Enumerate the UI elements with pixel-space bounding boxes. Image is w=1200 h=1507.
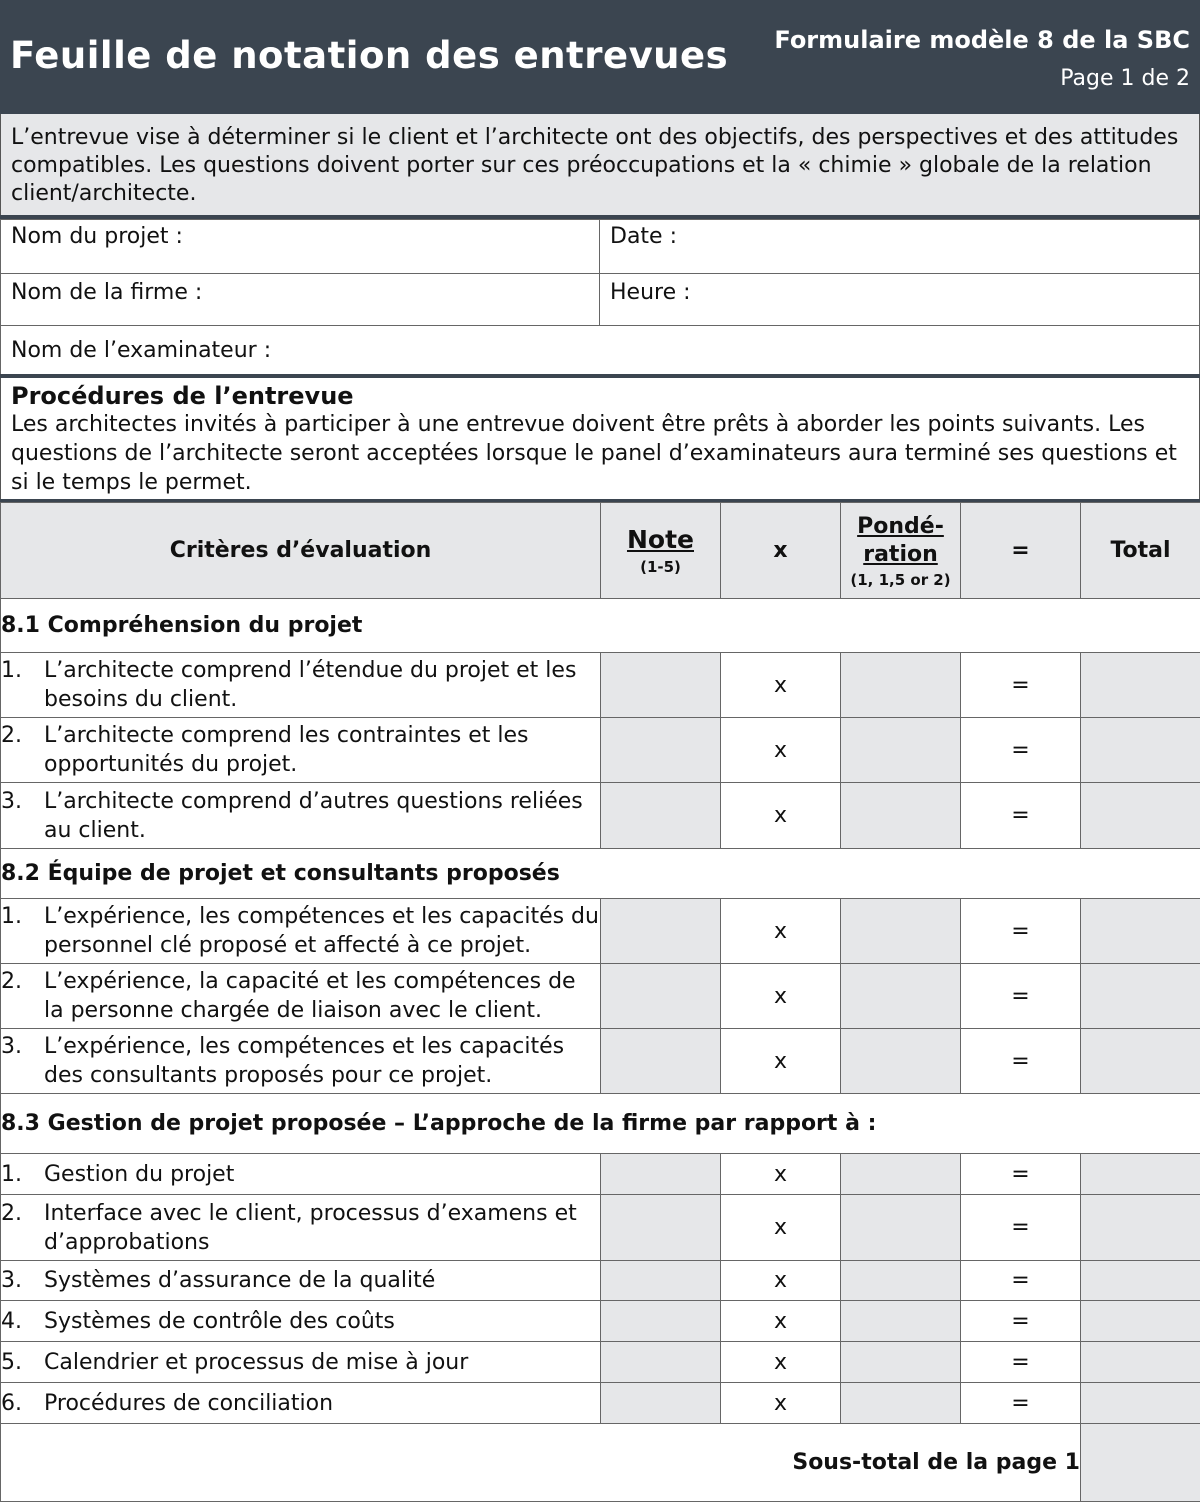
sheet-title: Feuille de notation des entrevues bbox=[10, 34, 729, 77]
note-input-cell[interactable] bbox=[601, 653, 721, 718]
weight-input-cell[interactable] bbox=[841, 964, 961, 1029]
criterion-text: Calendrier et processus de mise à jour bbox=[44, 1349, 469, 1375]
weight-input-cell[interactable] bbox=[841, 783, 961, 849]
criterion-cell bbox=[1, 1195, 601, 1261]
equals-symbol: = bbox=[961, 1301, 1081, 1342]
date-label: Date : bbox=[610, 224, 677, 249]
criterion-number: 3. bbox=[1, 788, 22, 814]
note-input-cell[interactable] bbox=[601, 1029, 721, 1094]
criterion-cell bbox=[1, 783, 601, 849]
weight-input-cell[interactable] bbox=[841, 899, 961, 964]
total-input-cell[interactable] bbox=[1081, 1383, 1200, 1424]
criterion-number: 1. bbox=[1, 658, 22, 683]
procedures-block bbox=[0, 378, 1200, 500]
criterion-text: L’expérience, la capacité et les compétences de la personne chargée de liaison avec le client. bbox=[44, 969, 576, 1023]
subtotal-input-cell[interactable] bbox=[1081, 1424, 1200, 1502]
times-symbol: x bbox=[721, 1301, 841, 1342]
times-symbol: x bbox=[721, 1154, 841, 1195]
criterion-row bbox=[1, 1301, 1200, 1342]
criterion-number: 2. bbox=[1, 969, 22, 994]
note-input-cell[interactable] bbox=[601, 899, 721, 964]
table-header-row bbox=[1, 503, 1200, 599]
times-symbol: x bbox=[721, 1261, 841, 1301]
section-row bbox=[1, 849, 1200, 899]
times-symbol: x bbox=[721, 718, 841, 783]
criterion-row bbox=[1, 1154, 1200, 1195]
equals-symbol: = bbox=[961, 1261, 1081, 1301]
criterion-row bbox=[1, 1383, 1200, 1424]
criterion-row bbox=[1, 718, 1200, 783]
criterion-cell bbox=[1, 1261, 601, 1301]
weight-input-cell[interactable] bbox=[841, 1342, 961, 1383]
times-symbol: x bbox=[721, 1029, 841, 1094]
criterion-row bbox=[1, 1342, 1200, 1383]
criterion-number: 5. bbox=[1, 1349, 22, 1375]
note-input-cell[interactable] bbox=[601, 1383, 721, 1424]
criterion-cell bbox=[1, 964, 601, 1029]
criterion-text: L’architecte comprend les contraintes et les opportunités du projet. bbox=[44, 723, 529, 777]
criterion-row bbox=[1, 1261, 1200, 1301]
criterion-text: L’expérience, les compétences et les capacités des consultants proposés pour ce projet. bbox=[44, 1034, 565, 1088]
note-range: (1-5) bbox=[640, 558, 681, 576]
criterion-row bbox=[1, 1195, 1200, 1261]
criterion-row bbox=[1, 899, 1200, 964]
criterion-cell bbox=[1, 1154, 601, 1195]
note-input-cell[interactable] bbox=[601, 1195, 721, 1261]
times-symbol: x bbox=[721, 964, 841, 1029]
criteria-header: Critères d’évaluation bbox=[1, 503, 601, 599]
criterion-text: Procédures de conciliation bbox=[44, 1390, 334, 1416]
equals-symbol: = bbox=[961, 1342, 1081, 1383]
total-input-cell[interactable] bbox=[1081, 1301, 1200, 1342]
criterion-row bbox=[1, 783, 1200, 849]
criterion-number: 2. bbox=[1, 1200, 22, 1226]
criterion-number: 1. bbox=[1, 904, 22, 929]
criterion-text: Systèmes de contrôle des coûts bbox=[44, 1308, 395, 1334]
note-header-label: Note bbox=[626, 525, 694, 554]
intro-text: L’entrevue vise à déterminer si le client et l’architecte ont des objectifs, des perspectives et des attitudes compatibles. Les questions doivent porter sur ces préoccupations et la « chimie » globale de la relation client/architecte. bbox=[0, 114, 1200, 215]
weight-input-cell[interactable] bbox=[841, 1383, 961, 1424]
weight-input-cell[interactable] bbox=[841, 1154, 961, 1195]
criterion-text: L’expérience, les compétences et les capacités du personnel clé proposé et affecté à ce projet. bbox=[44, 904, 599, 958]
page-number: Page 1 de 2 bbox=[1060, 66, 1190, 91]
total-input-cell[interactable] bbox=[1081, 1261, 1200, 1301]
time-field[interactable] bbox=[599, 273, 1200, 326]
equals-symbol: = bbox=[961, 1154, 1081, 1195]
total-input-cell[interactable] bbox=[1081, 783, 1200, 849]
criterion-text: L’architecte comprend l’étendue du projet et les besoins du client. bbox=[44, 658, 577, 712]
criterion-number: 4. bbox=[1, 1308, 22, 1334]
times-symbol: x bbox=[721, 1383, 841, 1424]
project-name-label: Nom du projet : bbox=[11, 224, 183, 249]
note-input-cell[interactable] bbox=[601, 1342, 721, 1383]
weight-input-cell[interactable] bbox=[841, 653, 961, 718]
total-input-cell[interactable] bbox=[1081, 1029, 1200, 1094]
note-header bbox=[601, 503, 721, 599]
note-input-cell[interactable] bbox=[601, 783, 721, 849]
weight-header-line1: Pondé- bbox=[857, 513, 944, 539]
section-title: 8.2 Équipe de projet et consultants proposés bbox=[1, 849, 1200, 899]
note-input-cell[interactable] bbox=[601, 1261, 721, 1301]
criterion-text: L’architecte comprend d’autres questions reliées au client. bbox=[44, 788, 583, 843]
total-header: Total bbox=[1081, 503, 1200, 599]
criterion-row bbox=[1, 964, 1200, 1029]
criterion-text: Systèmes d’assurance de la qualité bbox=[44, 1268, 436, 1293]
note-input-cell[interactable] bbox=[601, 964, 721, 1029]
equals-symbol: = bbox=[961, 899, 1081, 964]
equals-symbol: = bbox=[961, 1383, 1081, 1424]
firm-name-field[interactable] bbox=[0, 273, 600, 326]
subtotal-label: Sous-total de la page 1 bbox=[1, 1424, 1081, 1502]
note-input-cell[interactable] bbox=[601, 718, 721, 783]
weight-input-cell[interactable] bbox=[841, 1261, 961, 1301]
times-symbol: x bbox=[721, 899, 841, 964]
total-input-cell[interactable] bbox=[1081, 964, 1200, 1029]
criterion-row bbox=[1, 1029, 1200, 1094]
times-symbol: x bbox=[721, 1195, 841, 1261]
total-input-cell[interactable] bbox=[1081, 1195, 1200, 1261]
examiner-name-field[interactable] bbox=[0, 325, 1200, 375]
total-input-cell[interactable] bbox=[1081, 899, 1200, 964]
evaluation-table bbox=[0, 502, 1200, 1502]
times-header: x bbox=[721, 503, 841, 599]
criterion-text: Gestion du projet bbox=[44, 1161, 235, 1187]
time-label: Heure : bbox=[610, 280, 691, 305]
project-name-field[interactable] bbox=[0, 219, 600, 274]
weight-header-line2: ration bbox=[863, 541, 938, 567]
equals-symbol: = bbox=[961, 964, 1081, 1029]
total-input-cell[interactable] bbox=[1081, 718, 1200, 783]
criterion-number: 1. bbox=[1, 1161, 22, 1187]
criterion-number: 3. bbox=[1, 1268, 22, 1293]
examiner-name-label: Nom de l’examinateur : bbox=[11, 338, 272, 363]
weight-input-cell[interactable] bbox=[841, 1301, 961, 1342]
weight-input-cell[interactable] bbox=[841, 1029, 961, 1094]
criterion-cell bbox=[1, 1029, 601, 1094]
total-input-cell[interactable] bbox=[1081, 653, 1200, 718]
criterion-row bbox=[1, 653, 1200, 718]
weight-header bbox=[841, 503, 961, 599]
subtotal-row bbox=[1, 1424, 1200, 1502]
equals-symbol: = bbox=[961, 718, 1081, 783]
weight-values: (1, 1,5 or 2) bbox=[850, 570, 951, 589]
equals-symbol: = bbox=[961, 1195, 1081, 1261]
weight-input-cell[interactable] bbox=[841, 718, 961, 783]
section-title: 8.1 Compréhension du projet bbox=[1, 599, 1200, 653]
criterion-cell bbox=[1, 1342, 601, 1383]
section-row bbox=[1, 599, 1200, 653]
criterion-number: 3. bbox=[1, 1034, 22, 1059]
criterion-cell bbox=[1, 653, 601, 718]
total-input-cell[interactable] bbox=[1081, 1154, 1200, 1195]
criterion-cell bbox=[1, 1301, 601, 1342]
criterion-cell bbox=[1, 1383, 601, 1424]
procedures-text: Les architectes invités à participer à une entrevue doivent être prêts à aborder les points suivants. Les questions de l’architecte seront acceptées lorsque le panel d’examinateurs aura terminé ses questions et si le temps le permet. bbox=[11, 412, 1177, 495]
section-row bbox=[1, 1094, 1200, 1154]
equals-symbol: = bbox=[961, 1029, 1081, 1094]
note-input-cell[interactable] bbox=[601, 1154, 721, 1195]
section-title: 8.3 Gestion de projet proposée – L’approche de la firme par rapport à : bbox=[1, 1094, 1200, 1154]
times-symbol: x bbox=[721, 783, 841, 849]
header-bar bbox=[0, 0, 1200, 114]
date-field[interactable] bbox=[599, 219, 1200, 274]
criterion-text: Interface avec le client, processus d’examens et d’approbations bbox=[44, 1200, 577, 1255]
procedures-heading: Procédures de l’entrevue bbox=[11, 382, 354, 410]
note-input-cell[interactable] bbox=[601, 1301, 721, 1342]
equals-header: = bbox=[961, 503, 1081, 599]
criterion-number: 6. bbox=[1, 1390, 22, 1416]
criterion-cell bbox=[1, 899, 601, 964]
equals-symbol: = bbox=[961, 783, 1081, 849]
times-symbol: x bbox=[721, 1342, 841, 1383]
form-label: Formulaire modèle 8 de la SBC bbox=[774, 26, 1190, 54]
criterion-number: 2. bbox=[1, 723, 22, 748]
equals-symbol: = bbox=[961, 653, 1081, 718]
criterion-cell bbox=[1, 718, 601, 783]
firm-name-label: Nom de la firme : bbox=[11, 280, 203, 305]
total-input-cell[interactable] bbox=[1081, 1342, 1200, 1383]
weight-input-cell[interactable] bbox=[841, 1195, 961, 1261]
times-symbol: x bbox=[721, 653, 841, 718]
